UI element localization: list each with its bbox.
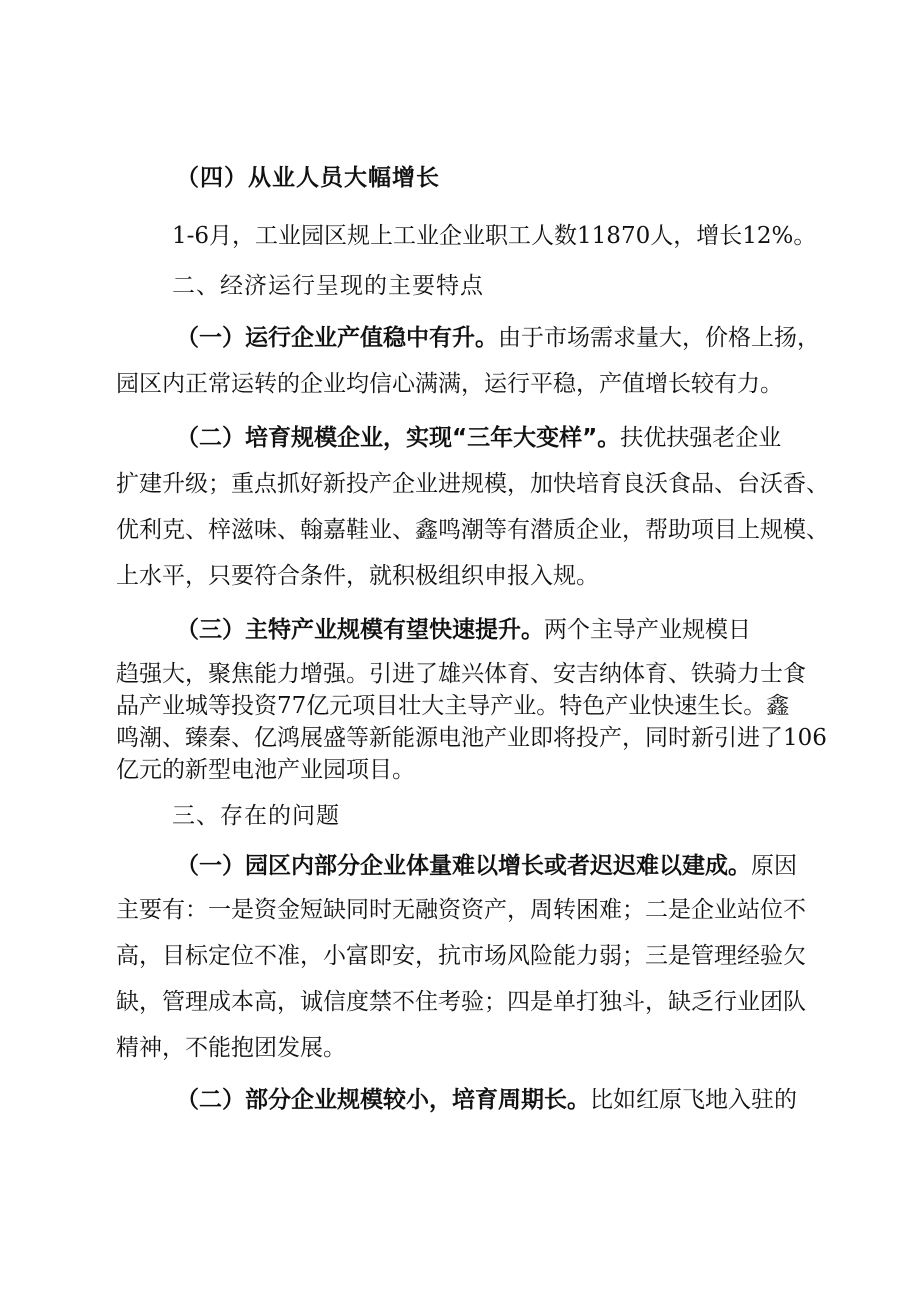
- paragraph-2-2-line-2: 扩建升级；重点抓好新投产企业进规模，加快培育良沃食品、台沃香、: [116, 471, 829, 497]
- section-heading-4: （四）从业人员大幅增长: [176, 165, 440, 191]
- paragraph-2-2-line-1: [176, 422, 781, 454]
- paragraph-2-2-lead: （二）培育规模企业，实现“三年大变样”。: [176, 425, 621, 451]
- paragraph-3-2-lead: （二）部分企业规模较小，培育周期长。: [176, 1087, 590, 1113]
- paragraph-3-1-text: 原因: [751, 853, 797, 879]
- paragraph-2-1-lead: （一）运行企业产值稳中有升。: [176, 325, 498, 351]
- paragraph-3-2-line-1: [176, 1084, 797, 1116]
- paragraph-2-3-lead: （三）主特产业规模有望快速提升。: [176, 617, 544, 643]
- paragraph-2-3-text: 两个主导产业规模日: [544, 617, 751, 643]
- paragraph-2-3-line-2: 趋强大，聚焦能力增强。引进了雄兴体育、安吉纳体育、铁骑力士食: [116, 661, 806, 687]
- paragraph-3-1-lead: （一）园区内部分企业体量难以增长或者迟迟难以建成。: [176, 853, 751, 879]
- paragraph-2-3-line-4: 鸣潮、臻秦、亿鸿展盛等新能源电池产业即将投产，同时新引进了106: [116, 725, 827, 751]
- paragraph-2-1-line-2: 园区内正常运转的企业均信心满满，运行平稳，产值增长较有力。: [116, 371, 783, 397]
- paragraph-3-2-text: 比如红原飞地入驻的: [590, 1087, 797, 1113]
- paragraph-2-1-text: 由于市场需求量大，价格上扬，: [498, 325, 820, 351]
- paragraph-2-2-text: 扶优扶强老企业: [620, 425, 782, 451]
- paragraph-2-3-line-3: 品产业城等投资77亿元项目壮大主导产业。特色产业快速生长。鑫: [116, 693, 790, 719]
- paragraph-2-2-line-3: 优利克、梓滋味、翰嘉鞋业、鑫鸣潮等有潜质企业，帮助项目上规模、: [116, 517, 829, 543]
- paragraph-3-1-line-5: 精神，不能抱团发展。: [116, 1035, 346, 1061]
- part-2-heading: 二、经济运行呈现的主要特点: [172, 273, 484, 299]
- paragraph-3-1-line-2: 主要有：一是资金短缺同时无融资资产，周转困难；二是企业站位不: [116, 897, 806, 923]
- paragraph-2-3-line-5: 亿元的新型电池产业园项目。: [116, 757, 415, 783]
- paragraph-employees: 1-6月，工业园区规上工业企业职工人数11870人，增长12%。: [172, 223, 817, 249]
- paragraph-3-1-line-1: [176, 850, 797, 882]
- paragraph-2-1-line-1: [176, 322, 820, 354]
- paragraph-2-2-line-4: 上水平，只要符合条件，就积极组织申报入规。: [116, 563, 599, 589]
- paragraph-3-1-line-4: 缺，管理成本高，诚信度禁不住考验；四是单打独斗，缺乏行业团队: [116, 989, 806, 1015]
- paragraph-2-3-line-1: [176, 614, 751, 646]
- paragraph-3-1-line-3: 高，目标定位不准，小富即安，抗市场风险能力弱；三是管理经验欠: [116, 943, 806, 969]
- part-3-heading: 三、存在的问题: [172, 803, 340, 829]
